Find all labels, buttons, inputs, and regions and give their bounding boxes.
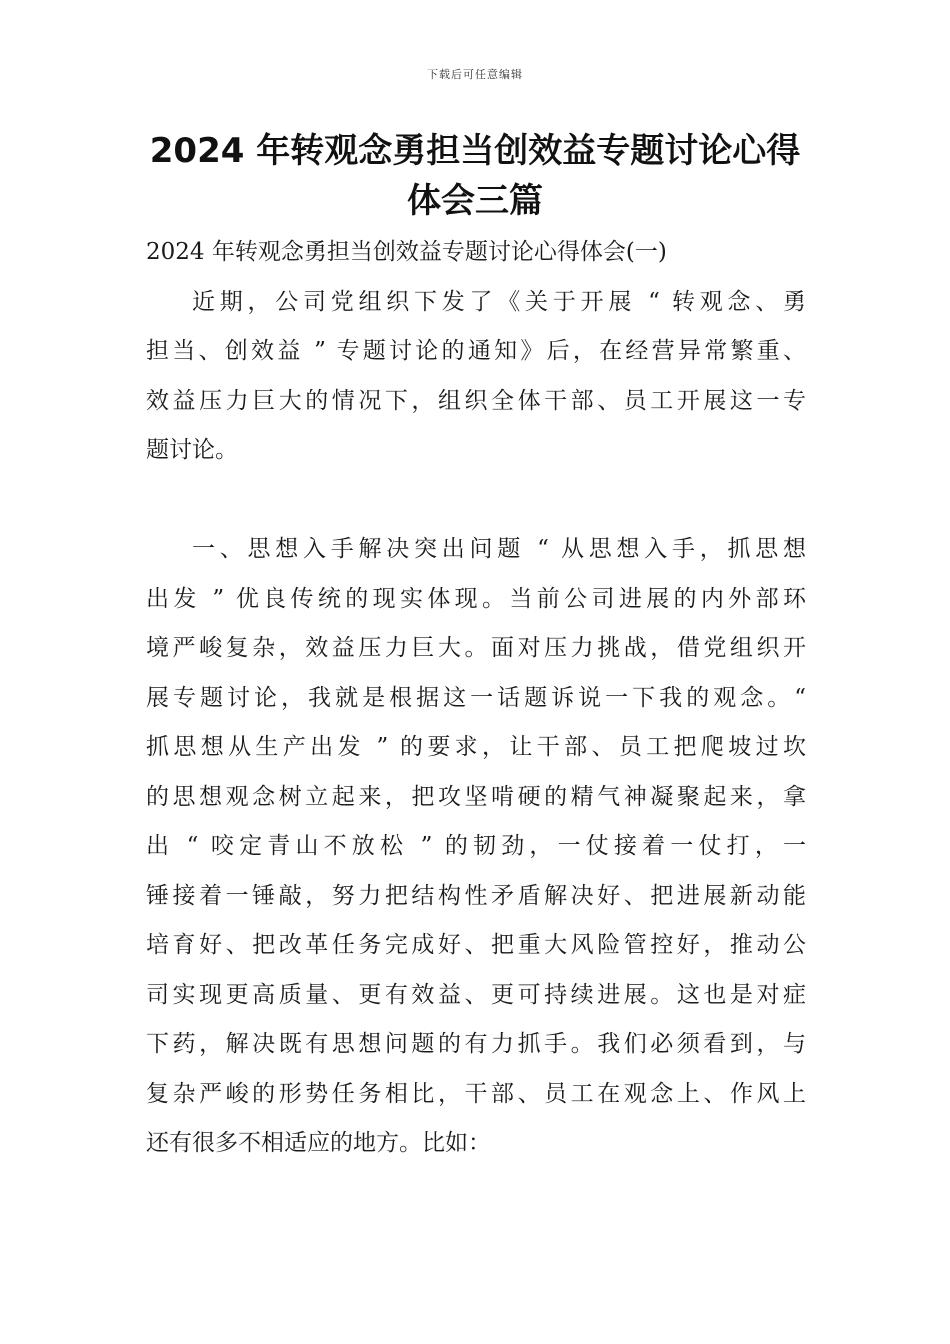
paragraph-line: 培育好、把改革任务完成好、把重大风险管控好，推动公 — [146, 932, 806, 958]
paragraph-line: 境严峻复杂，效益压力巨大。面对压力挑战，借党组织开 — [146, 635, 806, 661]
paragraph-line: 出 “ 咬定青山不放松 ” 的韧劲，一仗接着一仗打，一 — [146, 833, 806, 859]
paragraph-line: 抓思想从生产出发 ” 的要求，让干部、员工把爬坡过坎 — [146, 734, 806, 760]
page-title-line-1: 2024 年转观念勇担当创效益专题讨论心得 — [149, 131, 801, 171]
paragraph-line: 下药，解决既有思想问题的有力抓手。我们必须看到，与 — [146, 1031, 806, 1057]
page-title — [100, 126, 850, 226]
paragraph-line: 担当、创效益 ” 专题讨论的通知》后，在经营异常繁重、 — [146, 338, 806, 364]
paragraph-line: 复杂严峻的形势任务相比，干部、员工在观念上、作风上 — [146, 1080, 806, 1107]
paragraph-line: 一、思想入手解决突出问题 “ 从思想入手，抓思想 — [192, 536, 806, 562]
paragraph-section-one — [146, 525, 806, 1169]
paragraph-line: 题讨论。 — [146, 437, 238, 463]
document-body — [146, 228, 806, 1169]
paragraph-line: 司实现更高质量、更有效益、更可持续进展。这也是对症 — [146, 981, 806, 1008]
paragraph-line: 还有很多不相适应的地方。比如： — [146, 1130, 491, 1156]
paragraph-line: 效益压力巨大的情况下，组织全体干部、员工开展这一专 — [146, 387, 806, 414]
paragraph-line: 出发 ” 优良传统的现实体现。当前公司进展的内外部环 — [146, 585, 806, 612]
paragraph-intro — [146, 278, 806, 476]
paragraph-line: 的思想观念树立起来，把攻坚啃硬的精气神凝聚起来，拿 — [146, 783, 806, 810]
paragraph-line: 锤接着一锤敲，努力把结构性矛盾解决好、把进展新动能 — [146, 882, 806, 909]
header-note: 下载后可任意编辑 — [427, 68, 523, 81]
paragraph-line: 展专题讨论，我就是根据这一话题诉说一下我的观念。“ — [146, 684, 806, 711]
paragraph-line: 近期，公司党组织下发了《关于开展 “ 转观念、勇 — [192, 288, 806, 315]
section-subtitle: 2024 年转观念勇担当创效益专题讨论心得体会(一) — [146, 239, 667, 265]
page-title-line-2: 体会三篇 — [407, 181, 543, 221]
paragraph-spacer — [146, 476, 806, 526]
